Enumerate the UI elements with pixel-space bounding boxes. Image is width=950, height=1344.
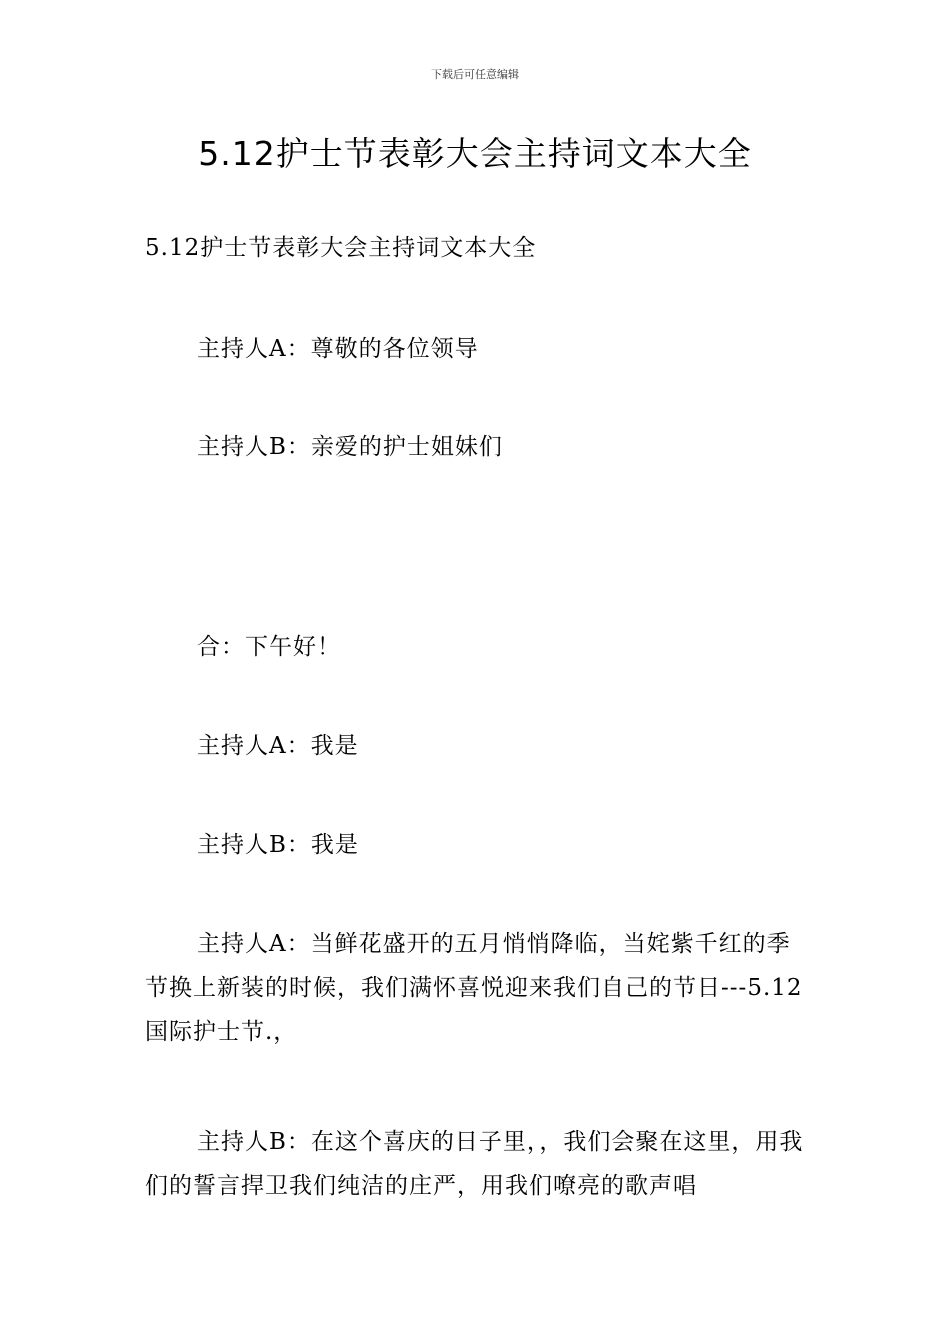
paragraph-host-a-greeting: 主持人A：尊敬的各位领导 [197,336,479,362]
paragraph-host-a-speech: 主持人A：当鲜花盛开的五月悄悄降临，当姹紫千红的季节换上新装的时候，我们满怀喜悦迎来我们自己的节日---5.12国际护士节.， [145,931,803,1045]
paragraph-subtitle: 5.12护士节表彰大会主持词文本大全 [145,235,537,261]
paragraph-host-b-greeting: 主持人B：亲爱的护士姐妹们 [197,434,503,460]
header-note: 下载后可任意编辑 [431,68,519,81]
paragraph-host-b-speech: 主持人B：在这个喜庆的日子里，，我们会聚在这里，用我们的誓言捍卫我们纯洁的庄严，用我们嘹亮的歌声唱 [145,1129,804,1199]
paragraph-together: 合：下午好！ [197,634,341,660]
document-title: 5.12护士节表彰大会主持词文本大全 [198,134,752,173]
paragraph-host-a-intro: 主持人A：我是 [197,733,359,759]
paragraph-host-b-intro: 主持人B：我是 [197,832,359,858]
